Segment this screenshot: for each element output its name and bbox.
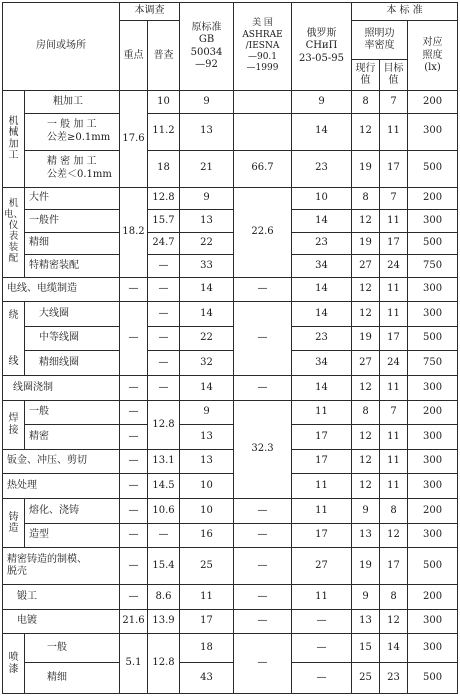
cell-target: 11 — [380, 302, 408, 327]
cell-current: 8 — [352, 187, 380, 210]
cell-key: — — [120, 302, 148, 376]
table-row — [3, 113, 458, 150]
row-name: 电镀 — [3, 609, 120, 634]
cell-ru: 14 — [292, 210, 352, 233]
cell-current: 27 — [352, 255, 380, 278]
table-row — [3, 210, 458, 233]
header-key: 重点 — [120, 21, 148, 91]
cell-general: 11.2 — [148, 113, 180, 150]
cell-target: 7 — [380, 400, 408, 425]
header-general: 普查 — [148, 21, 180, 91]
header-us-standard: 美 国 ASHRAE /IESNA —90.1 —1999 — [234, 3, 292, 91]
row-name: 电线、电缆制造 — [3, 277, 120, 302]
cell-general: 13.9 — [148, 609, 180, 634]
cell-current: 19 — [352, 150, 380, 187]
cell-ru: — — [292, 609, 352, 634]
cell-key: 17.6 — [120, 91, 148, 187]
cell-ru: 10 — [292, 187, 352, 210]
row-name: 线圈浇制 — [3, 376, 120, 401]
cell-current: 13 — [352, 523, 380, 548]
cell-ru: 14 — [292, 277, 352, 302]
cell-target: 7 — [380, 91, 408, 114]
cell-lx: 200 — [408, 91, 458, 114]
cell-ru: 11 — [292, 400, 352, 425]
cell-lx: 300 — [408, 609, 458, 634]
cell-ru: 14 — [292, 113, 352, 150]
cell-lx: 750 — [408, 255, 458, 278]
cell-general: 12.8 — [148, 400, 180, 449]
cell-orig: 25 — [180, 548, 234, 585]
group-coil-winding: 绕 线 — [3, 302, 25, 376]
cell-current: 12 — [352, 113, 380, 150]
cell-us: — — [234, 585, 292, 610]
cell-target: 11 — [380, 449, 408, 474]
cell-lx: 500 — [408, 326, 458, 351]
cell-lx: 300 — [408, 425, 458, 450]
lighting-power-density-table — [2, 2, 458, 694]
row-name: 大件 — [25, 187, 120, 210]
header-illuminance: 对应 照度 (lx) — [408, 21, 458, 91]
cell-lx: 300 — [408, 113, 458, 150]
cell-target: 24 — [380, 351, 408, 376]
cell-lx: 200 — [408, 400, 458, 425]
cell-current: 25 — [352, 663, 380, 694]
cell-key: — — [120, 376, 148, 401]
cell-us: — — [234, 499, 292, 524]
cell-orig: 17 — [180, 609, 234, 634]
cell-ru: 17 — [292, 425, 352, 450]
cell-target: 17 — [380, 548, 408, 585]
cell-ru: — — [292, 663, 352, 694]
cell-general: 12.8 — [148, 187, 180, 210]
cell-current: 12 — [352, 210, 380, 233]
cell-ru: 14 — [292, 376, 352, 401]
cell-lx: 300 — [408, 449, 458, 474]
cell-current: 19 — [352, 232, 380, 255]
table-row — [3, 523, 458, 548]
cell-general: 24.7 — [148, 232, 180, 255]
cell-lx: 750 — [408, 351, 458, 376]
row-name: 造型 — [25, 523, 120, 548]
cell-target: 11 — [380, 376, 408, 401]
table-row — [3, 277, 458, 302]
cell-orig: 13 — [180, 425, 234, 450]
cell-current: 15 — [352, 634, 380, 663]
cell-orig: 16 — [180, 523, 234, 548]
table-row — [3, 150, 458, 187]
row-name: 熔化、浇铸 — [25, 499, 120, 524]
row-name: 热处理 — [3, 474, 120, 499]
cell-lx: 300 — [408, 302, 458, 327]
table-row — [3, 585, 458, 610]
cell-orig: 22 — [180, 232, 234, 255]
cell-target: 14 — [380, 634, 408, 663]
cell-us: 22.6 — [234, 187, 292, 277]
table-row — [3, 255, 458, 278]
table-row — [3, 474, 458, 499]
cell-us: — — [234, 634, 292, 694]
row-name: 锻工 — [3, 585, 120, 610]
row-name: 精密铸造的制模、 脱壳 — [3, 548, 120, 585]
cell-orig: 21 — [180, 150, 234, 187]
cell-target: 7 — [380, 187, 408, 210]
cell-orig: 11 — [180, 585, 234, 610]
cell-general: — — [148, 326, 180, 351]
table-row — [3, 499, 458, 524]
cell-orig: 13 — [180, 449, 234, 474]
row-name: 精细线圈 — [25, 351, 120, 376]
cell-current: 9 — [352, 499, 380, 524]
cell-orig: 14 — [180, 277, 234, 302]
cell-target: 23 — [380, 663, 408, 694]
cell-general: 10 — [148, 91, 180, 114]
cell-current: 9 — [352, 585, 380, 610]
cell-lx: 500 — [408, 150, 458, 187]
row-name: 钣金、冲压、剪切 — [3, 449, 120, 474]
cell-key: — — [120, 474, 148, 499]
cell-current: 27 — [352, 351, 380, 376]
cell-current: 12 — [352, 277, 380, 302]
cell-general: 15.7 — [148, 210, 180, 233]
header-current: 现行 值 — [352, 60, 380, 91]
cell-orig: 14 — [180, 376, 234, 401]
cell-general: 13.1 — [148, 449, 180, 474]
table-row — [3, 302, 458, 327]
cell-orig: 13 — [180, 210, 234, 233]
cell-general: — — [148, 523, 180, 548]
row-name: 一般 — [25, 400, 120, 425]
header-lpd: 照明功 率密度 — [352, 21, 408, 60]
table-row — [3, 187, 458, 210]
cell-ru: 34 — [292, 351, 352, 376]
cell-orig: 22 — [180, 326, 234, 351]
cell-ru: 11 — [292, 499, 352, 524]
cell-key: — — [120, 277, 148, 302]
cell-current: 13 — [352, 609, 380, 634]
row-name: 大线圈 — [25, 302, 120, 327]
cell-ru: 17 — [292, 449, 352, 474]
cell-orig: 13 — [180, 113, 234, 150]
cell-general: 18 — [148, 150, 180, 187]
cell-target: 17 — [380, 326, 408, 351]
cell-general: — — [148, 351, 180, 376]
cell-lx: 200 — [408, 585, 458, 610]
cell-lx: 500 — [408, 232, 458, 255]
header-survey: 本调查 — [120, 3, 180, 21]
cell-orig: 10 — [180, 499, 234, 524]
header-place: 房间或场所 — [3, 3, 120, 91]
cell-lx: 200 — [408, 499, 458, 524]
cell-orig: 18 — [180, 634, 234, 663]
cell-ru: 9 — [292, 91, 352, 114]
table-row — [3, 232, 458, 255]
table-row — [3, 449, 458, 474]
cell-current: 19 — [352, 548, 380, 585]
cell-target: 11 — [380, 277, 408, 302]
table-row — [3, 548, 458, 585]
row-name: 精细 — [25, 232, 120, 255]
table-row — [3, 634, 458, 663]
cell-key: 18.2 — [120, 187, 148, 277]
cell-ru: — — [292, 634, 352, 663]
cell-key: 5.1 — [120, 634, 148, 694]
cell-key: — — [120, 499, 148, 524]
table-row — [3, 376, 458, 401]
cell-target: 17 — [380, 150, 408, 187]
table-row — [3, 609, 458, 634]
cell-key: — — [120, 548, 148, 585]
cell-target: 8 — [380, 499, 408, 524]
row-name: 一 般 加 工 公差≥0.1mm — [25, 113, 120, 150]
cell-current: 8 — [352, 400, 380, 425]
group-casting: 铸 造 — [3, 499, 25, 548]
cell-orig: 9 — [180, 91, 234, 114]
cell-us: 32.3 — [234, 400, 292, 498]
cell-orig: 10 — [180, 474, 234, 499]
cell-general: — — [148, 255, 180, 278]
table-row — [3, 425, 458, 450]
cell-orig: 14 — [180, 302, 234, 327]
row-name: 粗加工 — [25, 91, 120, 114]
cell-lx: 300 — [408, 523, 458, 548]
cell-target: 12 — [380, 523, 408, 548]
group-painting: 喷 漆 — [3, 634, 25, 694]
cell-current: 12 — [352, 425, 380, 450]
table-row — [3, 663, 458, 694]
cell-key: — — [120, 585, 148, 610]
cell-target: 24 — [380, 255, 408, 278]
cell-us: — — [234, 277, 292, 302]
cell-us — [234, 113, 292, 150]
cell-lx: 300 — [408, 376, 458, 401]
cell-lx: 500 — [408, 548, 458, 585]
cell-us: — — [234, 302, 292, 376]
cell-orig: 33 — [180, 255, 234, 278]
cell-general: 12.8 — [148, 634, 180, 694]
cell-key: — — [120, 523, 148, 548]
cell-orig: 9 — [180, 400, 234, 425]
cell-ru: 27 — [292, 548, 352, 585]
cell-key: — — [120, 425, 148, 450]
cell-ru: 11 — [292, 585, 352, 610]
cell-key: — — [120, 449, 148, 474]
cell-target: 17 — [380, 232, 408, 255]
cell-ru: 23 — [292, 326, 352, 351]
cell-ru: 34 — [292, 255, 352, 278]
cell-lx: 300 — [408, 277, 458, 302]
table-row — [3, 351, 458, 376]
cell-general: — — [148, 277, 180, 302]
cell-target: 11 — [380, 425, 408, 450]
cell-key: 21.6 — [120, 609, 148, 634]
row-name: 一般件 — [25, 210, 120, 233]
cell-us: — — [234, 376, 292, 401]
group-welding: 焊 接 — [3, 400, 25, 449]
cell-orig: 43 — [180, 663, 234, 694]
cell-general: 14.5 — [148, 474, 180, 499]
cell-us — [234, 91, 292, 114]
cell-target: 11 — [380, 113, 408, 150]
cell-general: 8.6 — [148, 585, 180, 610]
cell-current: 12 — [352, 449, 380, 474]
cell-current: 12 — [352, 302, 380, 327]
header-russia-standard: 俄罗斯 СНиП 23-05-95 — [292, 3, 352, 91]
cell-target: 8 — [380, 585, 408, 610]
cell-ru: 17 — [292, 523, 352, 548]
cell-lx: 300 — [408, 210, 458, 233]
cell-ru: 23 — [292, 232, 352, 255]
cell-target: 11 — [380, 474, 408, 499]
header-this-standard: 本 标 准 — [352, 3, 458, 21]
cell-general: — — [148, 302, 180, 327]
cell-ru: 14 — [292, 302, 352, 327]
cell-ru: 11 — [292, 474, 352, 499]
cell-target: 11 — [380, 210, 408, 233]
row-name: 精细 — [25, 663, 120, 694]
cell-lx: 300 — [408, 634, 458, 663]
cell-us: — — [234, 523, 292, 548]
group-mechanical: 机 械 加 工 — [3, 91, 25, 187]
cell-general: — — [148, 376, 180, 401]
cell-current: 8 — [352, 91, 380, 114]
cell-lx: 500 — [408, 663, 458, 694]
row-name: 精 密 加 工 公差＜0.1mm — [25, 150, 120, 187]
cell-us: 66.7 — [234, 150, 292, 187]
cell-current: 19 — [352, 326, 380, 351]
cell-general: 15.4 — [148, 548, 180, 585]
cell-lx: 300 — [408, 474, 458, 499]
table-row — [3, 400, 458, 425]
header-original-standard: 原标准 GB 50034 —92 — [180, 3, 234, 91]
cell-current: 12 — [352, 474, 380, 499]
cell-orig: 32 — [180, 351, 234, 376]
cell-lx: 200 — [408, 187, 458, 210]
cell-us: — — [234, 548, 292, 585]
cell-general: 10.6 — [148, 499, 180, 524]
table-row — [3, 91, 458, 114]
row-name: 精密 — [25, 425, 120, 450]
table-row — [3, 326, 458, 351]
row-name: 一般 — [25, 634, 120, 663]
cell-us: — — [234, 609, 292, 634]
row-name: 特精密装配 — [25, 255, 120, 278]
group-electrical-assembly: 机 电、 仪 表 装 配 — [3, 187, 25, 277]
row-name: 中等线圈 — [25, 326, 120, 351]
header-target: 目标 值 — [380, 60, 408, 91]
cell-current: 12 — [352, 376, 380, 401]
cell-orig: 9 — [180, 187, 234, 210]
cell-key: — — [120, 400, 148, 425]
cell-ru: 23 — [292, 150, 352, 187]
cell-target: 12 — [380, 609, 408, 634]
